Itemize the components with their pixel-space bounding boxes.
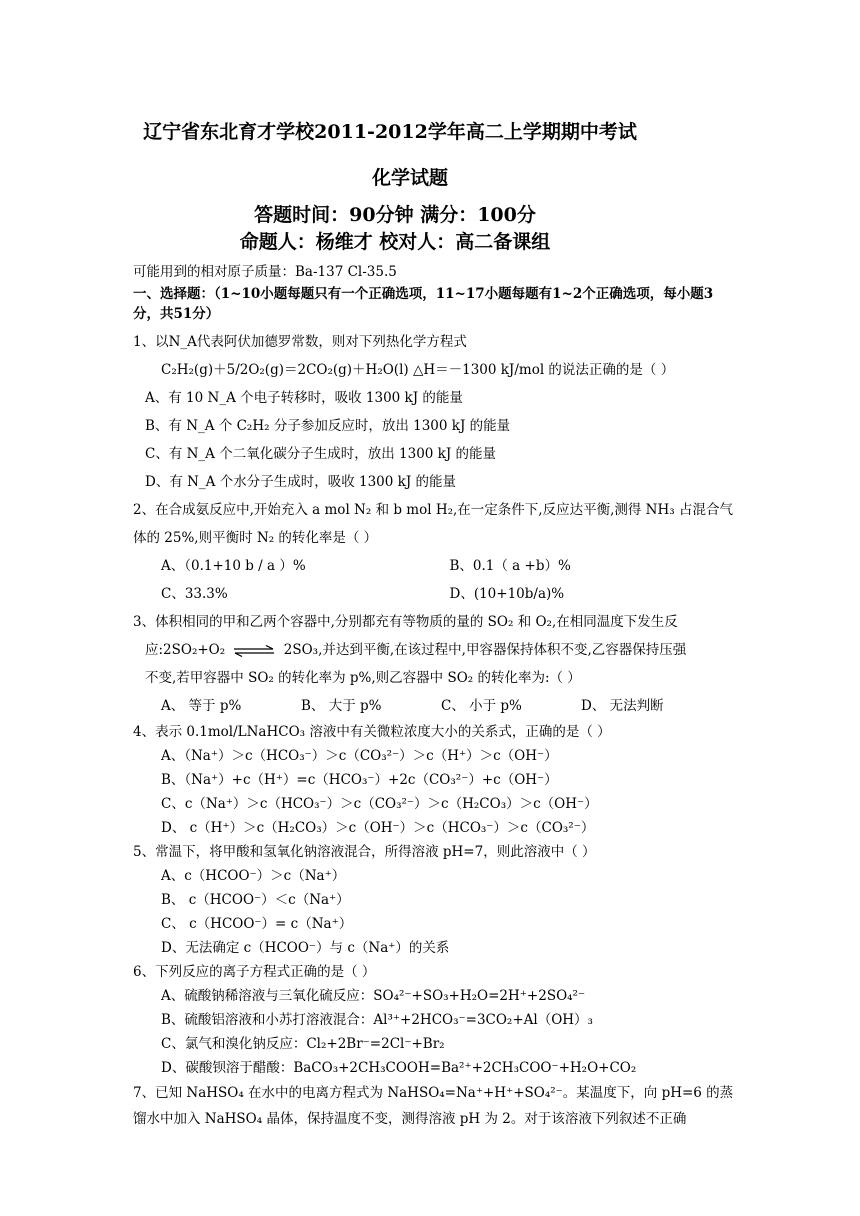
q4-option-d: D、 c（H⁺）＞c（H₂CO₃）＞c（OH⁻）＞c（HCO₃⁻）＞c（CO₃²⁻）	[161, 820, 595, 836]
q1-stem: 1、以N_A代表阿伏加德罗常数，则对下列热化学方程式	[133, 334, 467, 350]
q1-option-d: D、有 N_A 个水分子生成时，吸收 1300 kJ 的能量	[145, 474, 457, 490]
q6-option-d: D、碳酸钡溶于醋酸：BaCO₃+2CH₃COOH=Ba²⁺+2CH₃COO⁻+H₂O+CO₂	[161, 1060, 637, 1076]
q2-stem: 2、在合成氨反应中,开始充入 a mol N₂ 和 b mol H₂,在一定条件下,反应达平衡,测得 NH₃ 占混合气体的 25%,则平衡时 N₂ 的转化率是（ ）	[133, 502, 733, 546]
q6-option-a: A、硫酸钠稀溶液与三氧化硫反应：SO₄²⁻+SO₃+H₂O=2H⁺+2SO₄²⁻	[161, 988, 586, 1004]
q6-option-c: C、氯气和溴化钠反应：Cl₂+2Br⁻=2Cl⁻+Br₂	[161, 1036, 445, 1052]
q2-option-c: C、33.3%	[161, 586, 228, 602]
q2-option-d: D、(10+10b/a)%	[449, 586, 565, 602]
question-content	[133, 262, 738, 1132]
q2-option-b: B、0.1（ a +b）%	[449, 558, 571, 574]
q1-option-c: C、有 N_A 个二氧化碳分子生成时，放出 1300 kJ 的能量	[145, 446, 497, 462]
q5-stem: 5、常温下，将甲酸和氢氧化钠溶液混合，所得溶液 pH=7，则此溶液中（ ）	[133, 844, 596, 860]
q3-stem-line2	[133, 636, 738, 664]
q4-stem: 4、表示 0.1mol/LNaHCO₃ 溶液中有关微粒浓度大小的关系式，正确的是（ ）	[133, 724, 611, 740]
q6-stem: 6、下列反应的离子方程式正确的是（ ）	[133, 964, 376, 980]
q3-options	[133, 692, 738, 720]
q3-option-a: A、 等于 p%	[161, 698, 242, 714]
q5-option-b: B、 c（HCOO⁻）＜c（Na⁺）	[161, 892, 350, 908]
q3-stem-line1: 3、体积相同的甲和乙两个容器中,分别都充有等物质的量的 SO₂ 和 O₂,在相同温度下发生反	[133, 614, 678, 630]
exam-authors: 命题人：杨维才 校对人：高二备课组	[239, 231, 551, 253]
q3-option-d: D、 无法判断	[581, 698, 664, 714]
q1-option-b: B、有 N_A 个 C₂H₂ 分子参加反应时，放出 1300 kJ 的能量	[145, 418, 511, 434]
q5-option-a: A、c（HCOO⁻）＞c（Na⁺）	[161, 868, 346, 884]
q5-option-d: D、无法确定 c（HCOO⁻）与 c（Na⁺）的关系	[161, 940, 450, 956]
q5-option-c: C、 c（HCOO⁻）= c（Na⁺）	[161, 916, 353, 932]
section-heading: 一、选择题：（1~10小题每题只有一个正确选项，11~17小题每题有1~2个正确选项，每小题3分，共51分）	[133, 286, 714, 322]
exam-info: 答题时间：90分钟 满分：100分	[254, 204, 536, 226]
atomic-mass-note: 可能用到的相对原子质量：Ba-137 Cl-35.5	[133, 264, 397, 280]
q4-option-c: C、c（Na⁺）＞c（HCO₃⁻）＞c（CO₃²⁻）＞c（H₂CO₃）＞c（OH⁻）	[161, 796, 598, 812]
q1-option-a: A、有 10 N_A 个电子转移时，吸收 1300 kJ 的能量	[145, 390, 463, 406]
q1-equation: C₂H₂(g)＋5/2O₂(g)＝2CO₂(g)＋H₂O(l) △H＝－1300 kJ/mol 的说法正确的是（ ）	[161, 362, 675, 378]
q3-stem-line3: 不变,若甲容器中 SO₂ 的转化率为 p%,则乙容器中 SO₂ 的转化率为:（ ）	[145, 670, 581, 686]
equilibrium-arrow-icon	[233, 645, 275, 657]
q6-option-b: B、硫酸铝溶液和小苏打溶液混合：Al³⁺+2HCO₃⁻=3CO₂+Al（OH）₃	[161, 1012, 593, 1028]
document-subtitle: 化学试题	[371, 167, 448, 189]
q4-option-a: A、（Na⁺）＞c（HCO₃⁻）＞c（CO₃²⁻）＞c（H⁺）＞c（OH⁻）	[161, 748, 558, 764]
q4-option-b: B、（Na⁺）+c（H⁺）=c（HCO₃⁻）+2c（CO₃²⁻）+c（OH⁻）	[161, 772, 558, 788]
q7-stem: 7、已知 NaHSO₄ 在水中的电离方程式为 NaHSO₄=Na⁺+H⁺+SO₄²⁻。某温度下，向 pH=6 的蒸馏水中加入 NaHSO₄ 晶体，保持温度不变，测得溶液 pH 为 2。对于该溶液下列叙述不正确	[133, 1085, 734, 1127]
q3-option-c: C、 小于 p%	[441, 698, 522, 714]
q2-options-row2	[133, 580, 738, 608]
document-title: 辽宁省东北育才学校2011-2012学年高二上学期期中考试	[143, 121, 637, 143]
q2-option-a: A、（0.1+10 b / a ）%	[161, 558, 306, 574]
q2-options-row1	[133, 552, 738, 580]
q3-products: 2SO₃,并达到平衡,在该过程中,甲容器保持体积不变,乙容器保持压强	[283, 642, 687, 658]
q3-reactants: 应:2SO₂+O₂	[145, 642, 226, 658]
q3-option-b: B、 大于 p%	[301, 698, 382, 714]
